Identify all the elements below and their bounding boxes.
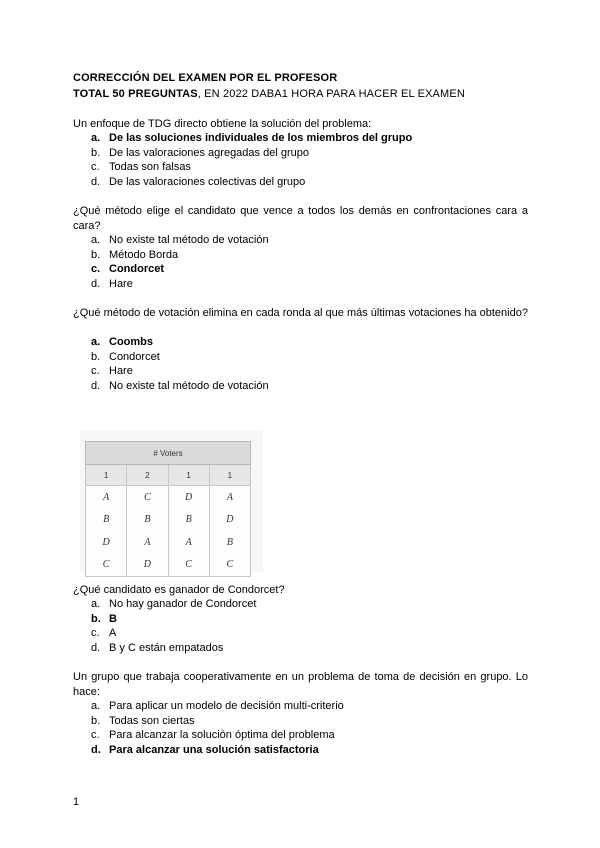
option-2a: a. No existe tal método de votación	[91, 234, 269, 246]
preference-row	[86, 531, 251, 554]
preference-cell: B	[168, 509, 209, 532]
option-1b: b. De las valoraciones agregadas del grupo	[91, 146, 309, 159]
question-5: Un grupo que trabaja cooperativamente en un problema de toma de decisión en grupo. Lo hace:	[73, 671, 528, 698]
page-number: 1	[73, 796, 80, 808]
voters-table-image	[80, 431, 263, 572]
question-3: ¿Qué método de votación elimina en cada ronda al que más últimas votaciones ha obtenido?	[73, 307, 528, 319]
preference-cell: C	[168, 554, 209, 577]
preference-cell: A	[86, 486, 127, 509]
question-2: ¿Qué método elige el candidato que vence a todos los demás en confrontaciones cara a cara?	[73, 205, 528, 232]
preference-cell: D	[86, 531, 127, 554]
preference-cell: A	[127, 531, 168, 554]
question-4-options	[91, 597, 256, 655]
option-1a: a. De las soluciones individuales de los miembros del grupo	[91, 132, 413, 144]
preference-cell: A	[209, 486, 250, 509]
voters-count-row	[86, 465, 251, 486]
option-1c: c. Todas son falsas	[91, 161, 191, 174]
preference-cell: C	[209, 554, 250, 577]
preference-row	[86, 554, 251, 577]
preference-cell: C	[86, 554, 127, 577]
option-4b: b. B	[91, 612, 117, 625]
preference-row	[86, 486, 251, 509]
question-5-options	[91, 699, 344, 757]
voters-table-title: # Voters	[86, 442, 251, 465]
header-title: CORRECCIÓN DEL EXAMEN POR EL PROFESOR	[73, 72, 338, 84]
question-2-options	[91, 233, 269, 291]
option-3d: d. No existe tal método de votación	[91, 379, 269, 392]
voter-count: 2	[127, 465, 168, 486]
option-4d: d. B y C están empatados	[91, 641, 224, 654]
preference-cell: B	[127, 509, 168, 532]
preference-row	[86, 509, 251, 532]
preference-cell: B	[86, 509, 127, 532]
voter-count: 1	[168, 465, 209, 486]
option-4c: c. A	[91, 627, 117, 640]
option-2d: d. Hare	[91, 277, 133, 290]
header-subtitle-rest: , EN 2022 DABA1 HORA PARA HACER EL EXAMEN	[197, 88, 465, 100]
header-subtitle	[73, 88, 465, 100]
option-3c: c. Hare	[91, 365, 133, 378]
option-4a: a. No hay ganador de Condorcet	[91, 598, 257, 610]
option-5d: d. Para alcanzar una solución satisfactoria	[91, 743, 319, 756]
preference-cell: B	[209, 531, 250, 554]
voter-count: 1	[86, 465, 127, 486]
preference-cell: C	[127, 486, 168, 509]
option-3b: b. Condorcet	[91, 350, 160, 363]
option-5a: a. Para aplicar un modelo de decisión multi-criterio	[91, 700, 344, 712]
preference-cell: A	[168, 531, 209, 554]
option-3a: a. Coombs	[91, 336, 153, 348]
option-5b: b. Todas son ciertas	[91, 714, 195, 727]
voters-table	[85, 441, 251, 577]
question-1-options	[91, 131, 412, 189]
question-1: Un enfoque de TDG directo obtiene la solución del problema:	[73, 118, 372, 130]
option-5c: c. Para alcanzar la solución óptima del problema	[91, 729, 335, 742]
question-4: ¿Qué candidato es ganador de Condorcet?	[73, 584, 285, 596]
preference-cell: D	[209, 509, 250, 532]
voter-count: 1	[209, 465, 250, 486]
option-2c: c. Condorcet	[91, 263, 164, 276]
header-subtitle-bold: TOTAL 50 PREGUNTAS	[73, 88, 198, 100]
option-1d: d. De las valoraciones colectivas del grupo	[91, 175, 306, 188]
question-3-options	[91, 335, 269, 393]
option-2b: b. Método Borda	[91, 248, 179, 261]
preference-cell: D	[168, 486, 209, 509]
preference-cell: D	[127, 554, 168, 577]
